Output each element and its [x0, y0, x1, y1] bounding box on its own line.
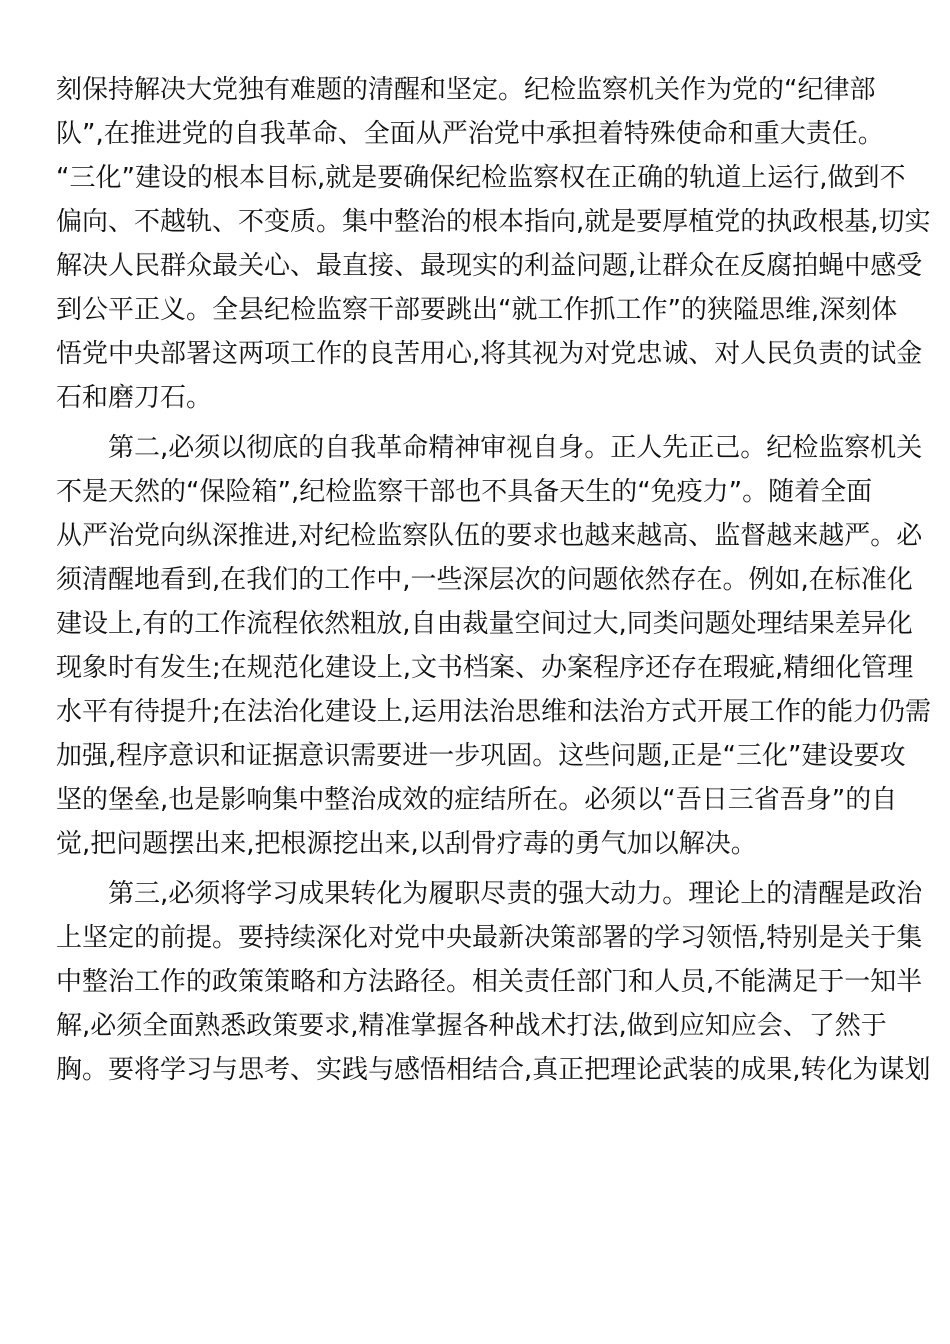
- text-line: “三化”建设的根本目标,就是要确保纪检监察权在正确的轨道上运行,做到不: [56, 163, 906, 193]
- text-line: 解决人民群众最关心、最直接、最现实的利益问题,让群众在反腐拍蝇中感受: [56, 251, 923, 281]
- text-line: 队”,在推进党的自我革命、全面从严治党中承担着特殊使命和重大责任。: [56, 119, 884, 149]
- text-line: 现象时有发生;在规范化建设上,文书档案、办案程序还存在瑕疵,精细化管理: [56, 653, 914, 683]
- text-line: 解,必须全面熟悉政策要求,精准掌握各种战术打法,做到应知应会、了然于: [56, 1011, 887, 1041]
- text-line: 石和磨刀石。: [56, 383, 213, 413]
- text-line: 从严治党向纵深推进,对纪检监察队伍的要求也越来越高、监督越来越严。必: [56, 521, 923, 551]
- text-line: 到公平正义。全县纪检监察干部要跳出“就工作抓工作”的狭隘思维,深刻体: [56, 295, 898, 325]
- text-line: 不是天然的“保险箱”,纪检监察干部也不具备天生的“免疫力”。随着全面: [56, 477, 873, 507]
- text-line: 水平有待提升;在法治化建设上,运用法治思维和法治方式开展工作的能力仍需: [56, 697, 932, 727]
- text-line: 上坚定的前提。要持续深化对党中央最新决策部署的学习领悟,特别是关于集: [56, 923, 923, 953]
- text-line: 须清醒地看到,在我们的工作中,一些深层次的问题依然存在。例如,在标准化: [56, 565, 913, 595]
- text-line: 第二,必须以彻底的自我革命精神审视自身。正人先正己。纪检监察机关: [56, 433, 923, 463]
- text-line: 觉,把问题摆出来,把根源挖出来,以刮骨疗毒的勇气加以解决。: [56, 829, 757, 859]
- text-line: 第三,必须将学习成果转化为履职尽责的强大动力。理论上的清醒是政治: [56, 879, 923, 909]
- document-body: [56, 68, 932, 1092]
- text-line: 加强,程序意识和证据意识需要进一步巩固。这些问题,正是“三化”建设要攻: [56, 741, 906, 771]
- text-line: 中整治工作的政策策略和方法路径。相关责任部门和人员,不能满足于一知半: [56, 967, 923, 997]
- text-line: 胸。要将学习与思考、实践与感悟相结合,真正把理论武装的成果,转化为谋划: [56, 1055, 931, 1085]
- text-line: 坚的堡垒,也是影响集中整治成效的症结所在。必须以“吾日三省吾身”的自: [56, 785, 898, 815]
- text-line: 悟党中央部署这两项工作的良苦用心,将其视为对党忠诚、对人民负责的试金: [56, 339, 923, 369]
- text-line: 偏向、不越轨、不变质。集中整治的根本指向,就是要厚植党的执政根基,切实: [56, 207, 931, 237]
- text-line: 刻保持解决大党独有难题的清醒和坚定。纪检监察机关作为党的“纪律部: [56, 75, 876, 105]
- text-line: 建设上,有的工作流程依然粗放,自由裁量空间过大,同类问题处理结果差异化: [56, 609, 913, 639]
